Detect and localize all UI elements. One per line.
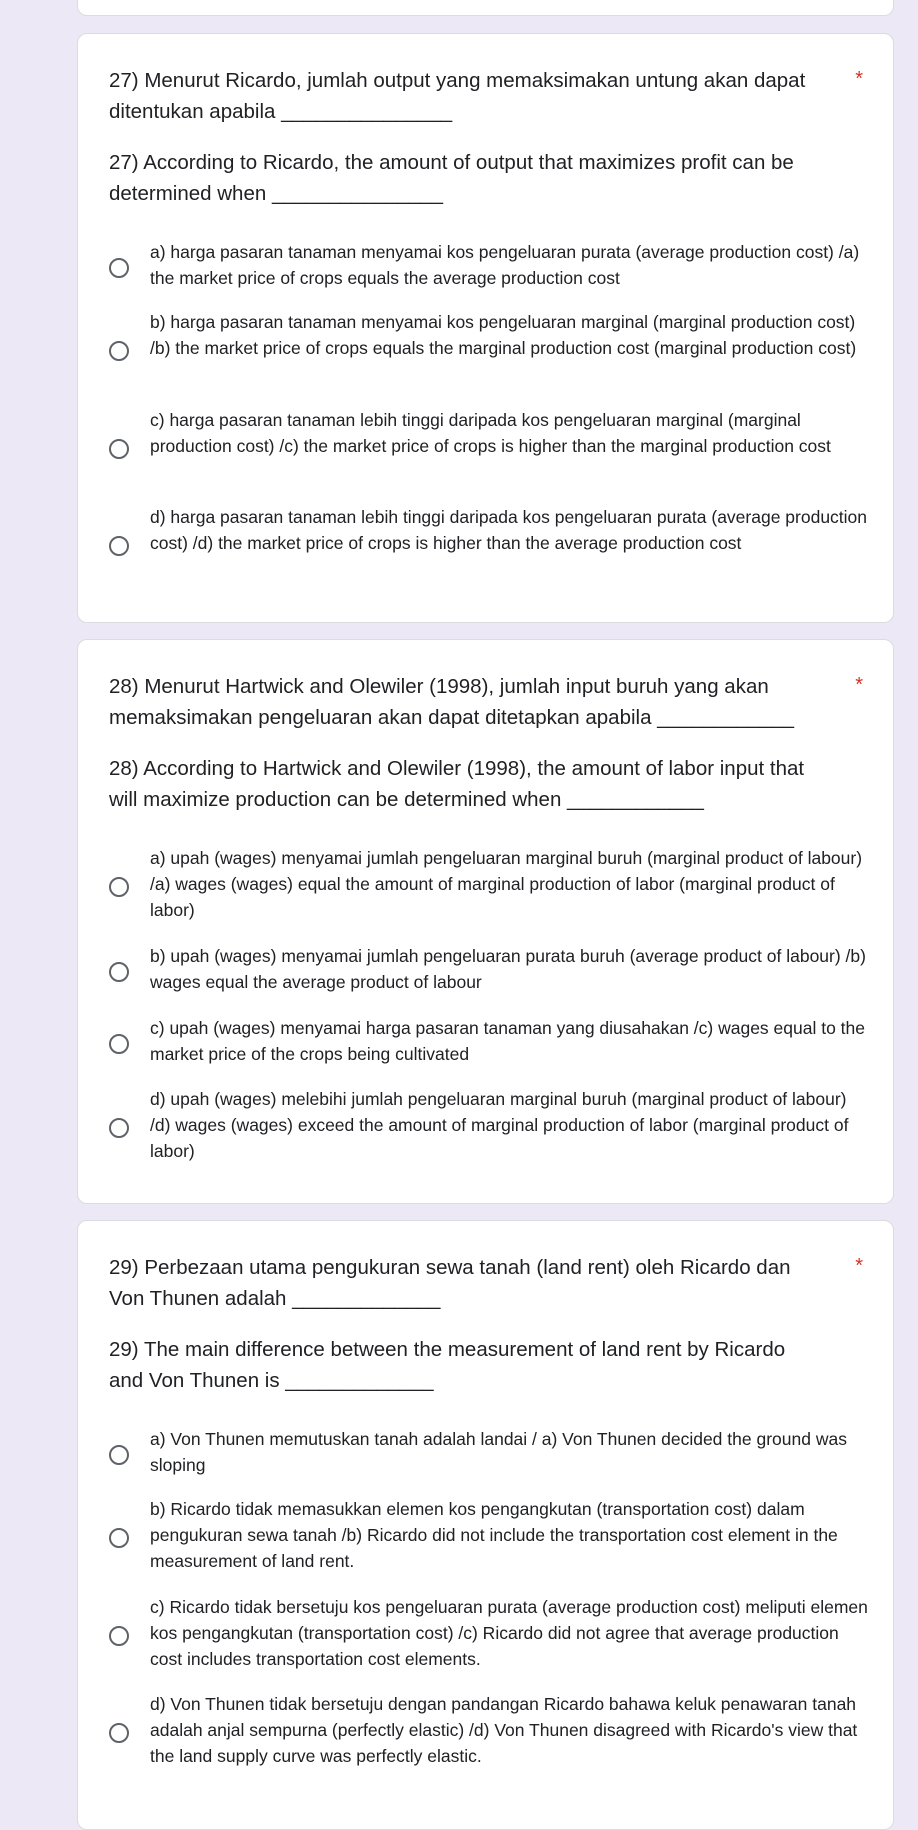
radio-button[interactable] (109, 1034, 129, 1054)
question-card-28 (77, 639, 894, 1204)
option-label: d) Von Thunen tidak bersetuju dengan pandangan Ricardo bahawa keluk penawaran tanah adalah anjal sempurna (perfectly elastic) /d) Von Thunen disagreed with Ricardo's view that the land supply curve was perfectly elastic. (150, 1694, 858, 1766)
option-label: a) upah (wages) menyamai jumlah pengeluaran marginal buruh (marginal product of labour) /a) wages (wages) equal the amount of marginal production of labor (marginal product of labor) (150, 848, 863, 920)
option-label: b) upah (wages) menyamai jumlah pengeluaran purata buruh (average product of labour) /b) wages equal the average product of labour (150, 946, 866, 992)
option-label: d) upah (wages) melebihi jumlah pengeluaran marginal buruh (marginal product of labour) /d) wages (wages) exceed the amount of marginal production of labor (marginal product of labor) (150, 1089, 849, 1161)
option-label: c) harga pasaran tanaman lebih tinggi daripada kos pengeluaran marginal (marginal production cost) /c) the market price of crops is higher than the marginal production cost (150, 410, 831, 456)
radio-button[interactable] (109, 536, 129, 556)
option-label: c) Ricardo tidak bersetuju kos pengeluaran purata (average production cost) meliputi elemen kos pengangkutan (transportation cost) /c) Ricardo did not agree that average production cost includes transportation cost elements. (150, 1597, 868, 1669)
radio-button[interactable] (109, 258, 129, 278)
required-asterisk: * (855, 1255, 863, 1277)
question-card-27 (77, 33, 894, 623)
question-text-malay: 29) Perbezaan utama pengukuran sewa tanah (land rent) oleh Ricardo dan Von Thunen adalah _____________ (109, 1256, 791, 1310)
option-label: a) harga pasaran tanaman menyamai kos pengeluaran purata (average production cost) /a) the market price of crops equals the average production cost (150, 242, 860, 288)
option-label: b) harga pasaran tanaman menyamai kos pengeluaran marginal (marginal production cost) /b) the market price of crops equals the marginal production cost (marginal production cost) (150, 312, 857, 358)
radio-button[interactable] (109, 962, 129, 982)
question-text-english: 27) According to Ricardo, the amount of output that maximizes profit can be determined when _______________ (109, 151, 794, 205)
radio-button[interactable] (109, 341, 129, 361)
radio-button[interactable] (109, 1626, 129, 1646)
option-label: a) Von Thunen memutuskan tanah adalah landai / a) Von Thunen decided the ground was sloping (150, 1429, 847, 1475)
question-card-29 (77, 1220, 894, 1830)
radio-button[interactable] (109, 1445, 129, 1465)
previous-question-card (77, 0, 894, 16)
question-text-malay: 28) Menurut Hartwick and Olewiler (1998), jumlah input buruh yang akan memaksimakan pengeluaran akan dapat ditetapkan apabila ____________ (109, 675, 794, 729)
required-asterisk: * (855, 674, 863, 696)
radio-button[interactable] (109, 1528, 129, 1548)
option-label: b) Ricardo tidak memasukkan elemen kos pengangkutan (transportation cost) dalam pengukuran sewa tanah /b) Ricardo did not include the transportation cost element in the measurement of land rent. (150, 1499, 838, 1571)
radio-button[interactable] (109, 1723, 129, 1743)
radio-button[interactable] (109, 439, 129, 459)
question-text-english: 28) According to Hartwick and Olewiler (1998), the amount of labor input that will maximize production can be determined when ____________ (109, 757, 805, 811)
option-label: d) harga pasaran tanaman lebih tinggi daripada kos pengeluaran purata (average production cost) /d) the market price of crops is higher than the average production cost (150, 507, 868, 553)
radio-button[interactable] (109, 877, 129, 897)
required-asterisk: * (855, 68, 863, 90)
option-label: c) upah (wages) menyamai harga pasaran tanaman yang diusahakan /c) wages equal to the market price of the crops being cultivated (150, 1018, 866, 1064)
question-text-english: 29) The main difference between the measurement of land rent by Ricardo and Von Thunen is _____________ (109, 1338, 786, 1392)
radio-button[interactable] (109, 1118, 129, 1138)
question-text-malay: 27) Menurut Ricardo, jumlah output yang memaksimakan untung akan dapat ditentukan apabila _______________ (109, 69, 806, 123)
